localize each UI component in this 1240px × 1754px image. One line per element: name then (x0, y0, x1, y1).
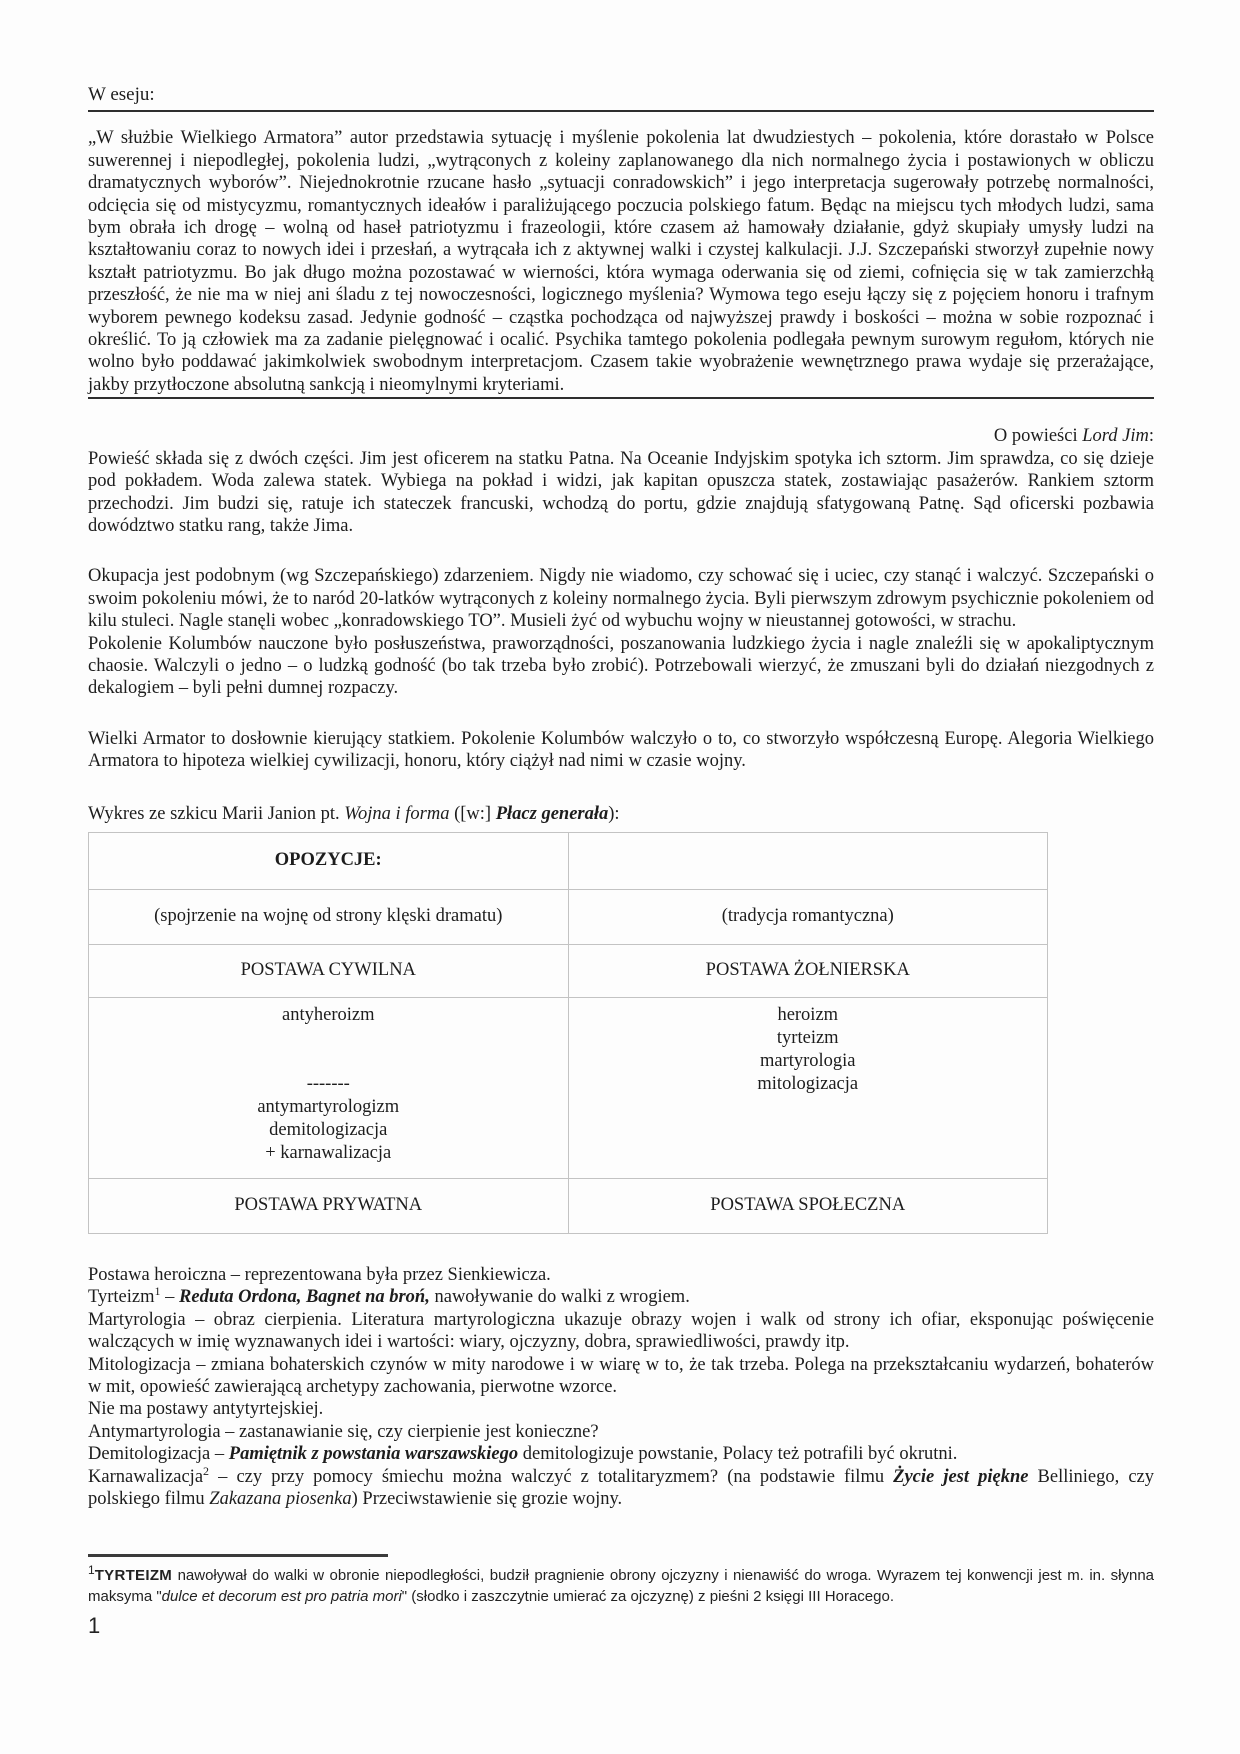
definition-rest: ) Przeciwstawienie się grozie wojny. (351, 1489, 623, 1510)
footnote-term: TYRTEIZM (94, 1567, 173, 1585)
armator-paragraph: Wielki Armator to dosłownie kierujący statkiem. Pokolenie Kolumbów walczyło o to, co stworzyło współczesną Europę. Alegoria Wielkiego Armatora to hipoteza wielkiej cywilizacji, honoru, który ciążył nad nimi w czasie wojny. (88, 728, 1154, 772)
list-item: martyrologia (759, 1050, 856, 1071)
page-number: 1 (88, 1613, 101, 1639)
definition-antymartyrologia: Antymartyrologia – zastanawianie się, czy cierpienie jest konieczne? (88, 1421, 599, 1442)
definition-mid: Belliniego, czy polskiego filmu (88, 1466, 1154, 1510)
term: Karnawalizacja (88, 1466, 204, 1487)
caption-prefix: Wykres ze szkicu Marii Janion pt. (88, 803, 345, 824)
cell-postawa-cywilna: POSTAWA CYWILNA (89, 944, 569, 997)
table-row (89, 889, 1048, 944)
list-item: heroizm (777, 1004, 839, 1025)
footnote-separator (88, 1554, 388, 1557)
cell-antyheroizm-list (89, 997, 569, 1178)
list-item: + karnawalizacja (265, 1142, 392, 1163)
definition-postawa-heroiczna: Postawa heroiczna – reprezentowana była przez Sienkiewicza. (88, 1264, 551, 1285)
list-item: tyrteizm (776, 1027, 839, 1048)
cell-postawa-spoleczna: POSTAWA SPOŁECZNA (568, 1178, 1048, 1233)
cell-heroizm-list (568, 997, 1048, 1178)
list-item: antyheroizm (282, 1004, 375, 1025)
list-item: mitologizacja (757, 1073, 859, 1094)
occupation-paragraph-2: Pokolenie Kolumbów nauczone było posłuszeństwa, praworządności, poszanowania ludzkiego życia i nagle znaleźli się w apokaliptycznym chaosie. Walczyli o jedno – o ludzką godność (bo tak trzeba było zrobić). Potrzebowali wierzyć, że zmuszani byli do działań niezgodnych z dekalogiem – byli pełni dumnej rozpaczy. (88, 633, 1154, 699)
caption-suffix: ): (608, 803, 620, 824)
occupation-paragraph-1: Okupacja jest podobnym (wg Szczepańskiego) zdarzeniem. Nigdy nie wiadomo, czy schować się i uciec, czy stanąć i walczyć. Szczepański o swoim pokoleniu mówi, że to naród 20-latków wytrąconych z koleiny normalnego życia. Byli pierwszym zdrowym psychicznie pokoleniem od kilu stuleci. Nagle stanęli wobec „konradowskiego TO”. Musieli żyć od wybuchu wojny w nieustannej gotowości, w strachu. (88, 566, 1154, 632)
cell-tradycja: (tradycja romantyczna) (568, 889, 1048, 944)
definition-karnawalizacja (88, 1463, 1154, 1511)
list-item: ------- (306, 1073, 350, 1094)
film-title-zakazana-piosenka: Zakazana piosenka (209, 1489, 352, 1510)
cell-empty (568, 832, 1048, 889)
caption-mid: ([w:] (449, 803, 496, 824)
page-title: W eseju: (88, 84, 1154, 112)
footnote-ref-1: 1 (154, 1284, 161, 1299)
cell-opozycje: OPOZYCJE: (89, 832, 569, 889)
work-title-pamietnik: Pamiętnik z powstania warszawskiego (228, 1444, 519, 1465)
lord-jim-heading-suffix: : (1148, 426, 1154, 447)
footnote-body: nawoływał do walki w obronie niepodległości, budził pragnienie obrony ojczyzny i nienawiść do wroga. Wyrazem tej konwencji jest m. in. słynna maksyma " (88, 1567, 1154, 1606)
work-titles: Reduta Ordona, Bagnet na broń, (179, 1287, 430, 1308)
caption-title-placz-generala: Płacz generała (495, 803, 609, 824)
lord-jim-heading (88, 425, 1154, 447)
caption-title-wojna-i-forma: Wojna i forma (344, 803, 450, 824)
table-caption (88, 803, 1154, 825)
dash: – (160, 1287, 180, 1308)
lord-jim-paragraph: Powieść składa się z dwóch części. Jim jest oficerem na statku Patna. Na Oceanie Indyjskim spotyka ich sztorm. Jim sprawdza, co się dzieje pod pokładem. Woda zalewa statek. Wybiega na pokład i widzi, jak kapitan opuszcza statek, zostawiając pasażerów. Rankiem sztorm przechodzi. Jim budzi się, ratuje ich stateczek francuski, wchodzą do portu, gdzie znajdują sfatygowaną Patnę. Sąd oficerski pozbawia dowództwo statku rang, także Jima. (88, 448, 1154, 536)
footnote-text (88, 1565, 1154, 1607)
definition-demitologizacja (88, 1443, 1154, 1465)
lord-jim-title: Lord Jim (1082, 426, 1149, 447)
essay-paragraph: „W służbie Wielkiego Armatora” autor przedstawia sytuację i myślenie pokolenia lat dwudziestych – pokolenia, które dorastało w Polsce suwerennej i niepodległej, pokolenia ludzi, „wytrąconych z koleiny zaplanowanego dla nich normalnego życia i postawionych w obliczu dramatycznych wyborów”. Niejednokrotnie rzucane hasło „sytuacji conradowskich” i jego interpretacja sugerowały potrzebę normalności, odcięcia się od mistycyzmu, romantycznych ideałów i paraliżującego poczucia polskiego fatum. Będąc na miejscu tych młodych ludzi, sama bym obrała ich drogę – wolną od haseł patriotyzmu i frazeologii, które czasem aż hamowały działanie, gdyż skupiały umysły ludzi na kształtowaniu coraz to nowych idei i przesłań, a wytrącała ich z aktywnej walki i czystej kalkulacji. J.J. Szczepański stworzył zupełnie nowy kształt patriotyzmu. Bo jak długo można pozostawać w wierności, która wymaga oderwania się od ziemi, cofnięcia się w tak zamierzchłą przeszłość, że nie ma w niej ani śladu z tej nowoczesności, logicznego myślenia? Wymowa tego eseju łączy się z pojęciem honoru i trafnym wyborem pewnego kodeksu zasad. Jedynie godność – cząstka pochodząca od najwyższej prawdy i boskości – można w sobie rozpoznać i określić. To ją człowiek ma za zadanie pielęgnować i ocalić. Psychika tamtego pokolenia podlegała pewnym surowym regułom, których nie wolno było poddawać jakimkolwiek swobodnym interpretacjom. Czasem takie wyobrażenie wewnętrznego prawa wydaje się przerażające, jakby przytłoczone absolutną sankcją i nieomylnymi kryteriami. (88, 127, 1154, 399)
definition-prefix: Demitologizacja – (88, 1444, 229, 1465)
table-row (89, 832, 1048, 889)
definition-mitologizacja: Mitologizacja – zmiana bohaterskich czynów w mity narodowe i w wiarę w to, że tak trzeba. Polega na przekształcaniu wydarzeń, bohaterów w mit, opowieść zawierającą archetypy zachowania, pierwotne wzorce. (88, 1354, 1154, 1397)
footnote-body: " (słodko i zaszczytnie umierać za ojczyznę) z pieśni 2 księgi III Horacego. (401, 1588, 894, 1606)
latin-maxim: dulce et decorum est pro patria mori (161, 1588, 402, 1606)
footnote-section (88, 1554, 1154, 1639)
definitions-list (88, 1264, 1154, 1510)
definition-tyrteizm (88, 1286, 1154, 1308)
lord-jim-heading-prefix: O powieści (993, 426, 1083, 447)
list-item: demitologizacja (269, 1119, 388, 1140)
definition-rest: nawoływanie do walki z wrogiem. (429, 1287, 690, 1308)
definition-rest: demitologizuje powstanie, Polacy też potrafili być okrutni. (518, 1444, 958, 1465)
film-title-zycie-jest-piekne: Życie jest piękne (893, 1466, 1029, 1487)
table-row (89, 1178, 1048, 1233)
cell-postawa-zolnierska: POSTAWA ŻOŁNIERSKA (568, 944, 1048, 997)
oppositions-table (88, 832, 1048, 1234)
footnote-ref-2: 2 (203, 1463, 210, 1478)
table-row (89, 997, 1048, 1178)
list-item: antymartyrologizm (257, 1096, 400, 1117)
table-row (89, 944, 1048, 997)
footnote-marker: 1 (88, 1563, 95, 1578)
cell-postawa-prywatna: POSTAWA PRYWATNA (89, 1178, 569, 1233)
cell-spojrzenie: (spojrzenie na wojnę od strony klęski dramatu) (89, 889, 569, 944)
definition-martyrologia: Martyrologia – obraz cierpienia. Literatura martyrologiczna ukazuje obrazy wojen i walk od strony ich ofiar, eksponując poświęcenie walczących w imię wyznawanych idei i wartości: wiary, ojczyzny, dobra, sprawiedliwości, prawdy itp. (88, 1309, 1154, 1353)
definition-antytyrtejska: Nie ma postawy antytyrtejskiej. (88, 1399, 324, 1420)
list-item (99, 1050, 558, 1073)
term: Tyrteizm (88, 1287, 155, 1308)
list-item (99, 1027, 558, 1050)
definition-mid: – czy przy pomocy śmiechu można walczyć z totalitaryzmem? (na podstawie filmu (209, 1466, 894, 1487)
